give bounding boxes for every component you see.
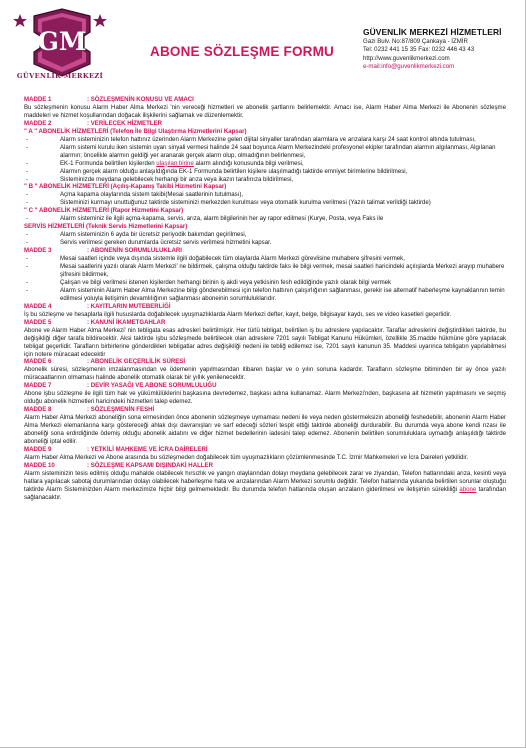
section-heading <box>24 120 506 128</box>
section-number: MADDE 1 <box>24 96 52 103</box>
section-text: Abone işbu sözleşme ile ilgili tüm hak ve yükümlülüklerini başkasına devredemez, başkası adına kullanamaz. Alarm Merkezi'nden, başkasına ait hizmetin yapılmasını ve seçmiş olduğu abonelik hizmetleri haricindeki hizmetleri talep edemez. <box>24 390 506 406</box>
section-heading <box>24 358 506 366</box>
section-heading <box>24 319 506 327</box>
list-item: - Açma kapama olaylarında sistem takibi(Mesai saatlerinin tutulması), <box>26 191 244 199</box>
section-text: Alarm Haber Alma Merkezi aboneliğin sona ermesinden önce abonenin sözleşmeye uymaması nedeni ile veya neden göstermeksizin aboneliği feshedebilir, abonenin Alarm Haber Alma Merkezi elemanlarına karşı göstereceği ahlak dışı davranışları ve sarf edeceği sözleri tespit ettiği taktirde aboneliği durdurabilir. Bu durumda veya abone kendi rızası ile aboneliği sona erdirdiğinde ödemiş olduğu abonelik aidatını ve diğer hizmet bedellerinin iadesini talep edemez. Abonenin belirtilen sorumluluklara uymadığı anlaşıldığı taktirde aboneliği iptal edilir. <box>24 414 506 445</box>
section-heading <box>24 96 506 104</box>
section-text: Alarm Haber Alma Merkezi ve Abone arasında bu sözleşmeden doğabilecek tüm uyuşmazlıkların çözümlenmesinde T.C. İzmir Mahkemeleri ve İcra Daireleri yetkilidir. <box>24 453 469 461</box>
section-title: : SÖZLEŞMENİN FESHİ <box>87 406 155 414</box>
section-title: : ABONENİN SORUMLULUKLARI <box>87 247 182 255</box>
section-number: MADDE 5 <box>24 318 52 326</box>
company-email: e-mail:info@guvenlikmerkezi.com <box>363 63 455 71</box>
company-address: Gazi Bulv. No:87/809 Çankaya - İZMİR <box>363 38 468 45</box>
section-heading <box>24 303 506 311</box>
section-text: Alarm sisteminizin tesis edilmiş olduğu mahalde olabilecek hırsızlık ve yangın olaylarından dolayı meydana gelebilecek zarar ve ziyandan, Telefon hatlarındaki arıza, kesinti veya hatlara yapılacak sabotaj durumlarından dolayı olabilecek haberleşme hata ve arızalarından Alarm Merkezi sorumlu değildir. Telefon hatlarında yukarıda belirtilen sorunlar oluştuğu taktirde Alarm Sisteminizden Alarm merkezimize hiçbir bilgi gelmemektedir. Bu durumda telefon hatlarında oluşan arızaların giderilmesi ve iletişimin sürekliliği abone tarafından sağlanacaktır. <box>24 469 506 501</box>
list-item: - Mesai saatlerini yazılı olarak Alarm Merkezi' ne bildirmek, çalışma olduğu taktirde faks ile bilgi vermek, mesai saatleri haricindeki açılışlarda Merkezi arayıp muhabere şifresini bildirmek, <box>26 263 505 278</box>
section-text: Abone ve Alarm Haber Alma Merkezi' nin tebligata esas adresleri belirtilmiştir. Her türlü tebligat, belirtilen iş bu adreslere yapılacaktır. Taraflar adreslerini değiştirdikleri taktirde, bu değişikliği diğer tarafa bildirecektir. Aksi taktirde işbu sözleşmede belirtilecek olan adreslere 7201 sayılı Tebligat Kanunu Hükümleri, özellikle 35.madde hükmüne göre yapılacak tebligat geçerlidir. Tarafların birbirlerine gönderdikleri tebligatlar adres değişikliği nedeni ile tebliğ edilemez ise, 7201 sayılı kanunun 35. Maddesi uyarınca tebligatın yapılabilmesi için notere müracaat edecektir <box>24 326 506 358</box>
list-item: - EK-1 Formunda belirtilen kişilerden ulaşılan birine alarm alındığı konusunda bilgi verilmesi, <box>26 159 304 167</box>
list-item: - Sisteminizde meydana gelebilecek herhangi bir arıza veya ikazın tarafınıza bildirilmesi, <box>26 175 294 183</box>
section-text: İş bu sözleşme ve hesaplarla ilgili hususlarda doğabilecek uyuşmazlıklarda Alarm Merkezi defter, kayıt, belge, bilgisayar kaydı, ses ve video kasetleri geçerlidir. <box>24 310 452 318</box>
section-heading <box>24 446 506 454</box>
contract-sections <box>24 96 506 502</box>
gm-shield-logo <box>12 6 108 82</box>
section-title: : SÖZLEŞME KAPSAMI DIŞINDAKİ HALLER <box>87 461 213 469</box>
section-number: MADDE 10 <box>24 461 55 469</box>
list-item: - Alarm sisteminizin 6 ayda bir ücretsiz periyodik bakımdan geçirilmesi, <box>26 231 247 239</box>
list-item: - Çalışan ve bilgi verilmesi istenen kişilerden herhangi birinin iş akdi veya yetkisinin fesh edildiğinde yazılı olarak bilgi vermek <box>26 278 392 286</box>
section-title: : SÖZLEŞMENİN KONUSU VE AMACI <box>87 96 194 103</box>
section-heading <box>24 247 506 255</box>
section-title: : KANUNİ İKAMETGAHLAR <box>87 318 166 326</box>
subsection-title: " B " ABONELİK HİZMETLERİ (Açılış-Kapanış Takibi Hizmetini Kapsar) <box>24 183 227 191</box>
section-number: MADDE 6 <box>24 358 52 366</box>
section-number: MADDE 4 <box>24 302 52 310</box>
list-item: - Alarm sisteminizin telefon hattınız üzerinden Alarm Merkezine gelen dijital sinyaller tarafından alarmlara ve arızalara karşı 24 saat kontrol altında tutulması, <box>26 135 476 143</box>
section-title: : DEVİR YASAĞI VE ABONE SORUMLULUĞU <box>87 382 217 390</box>
list-item: - Sisteminizi kurmayı unuttuğunuz taktirde sisteminizi merkezden kurulması veya otomatik kurulma verilmesi (Yazılı talimat verildiği taktirde) <box>26 199 431 207</box>
document-title: ABONE SÖZLEŞME FORMU <box>150 44 335 59</box>
section-title: : VERİLECEK HİZMETLER <box>87 119 162 127</box>
section-title: : YETKİLİ MAHKEME VE İCRA DAİRELERİ <box>87 445 208 453</box>
section-number: MADDE 8 <box>24 406 52 414</box>
list-item: - Alarmın gerçek alarm olduğu anlaşıldığında EK-1 Formunda belirtilen kişilere ulaşılmadığı taktirde emniyet birimlerine bildirilmesi, <box>26 167 408 175</box>
section-heading <box>24 462 506 470</box>
underlined-phrase: ulaşılan birine <box>156 159 194 167</box>
section-number: MADDE 2 <box>24 119 52 127</box>
section-number: MADDE 3 <box>24 247 52 255</box>
section-number: MADDE 7 <box>24 382 52 390</box>
logo-caption: GÜVENLİK MERKEZİ <box>16 72 104 80</box>
list-item: - Alarm sisteminin Alarm Haber Alma Merkezine bilgi gönderebilmesi için telefon hattının çalışırlığının sağlanması, gerekir ise alternatif haberleşme kaynaklarının temin edilmesi yoluyla iletişimin devamlılığının sağlanması aboneinin sorumluluklarıdır. <box>26 286 505 302</box>
subsection-title: SERVİS HİZMETLERİ (Teknik Servis Hizmetlerini Kapsar) <box>24 223 188 231</box>
section-text: Abonelik süresi, sözleşmenin imzalanmasından ve ödemenin yapılmasından itibaren başlar ve o yılın sonuna kadardır. Tarafların sözleşme bitiminden bir ay önce yazılı müracaatlarının olmaması halinde abonelik otomatik olarak bir yıllık yenilenecektir. <box>24 366 506 382</box>
section-title: : KAYITLARIN MUTEBERLİĞİ <box>87 302 171 310</box>
section-heading <box>24 382 506 390</box>
company-website: http://www.guvenlikmerkezi.com <box>363 54 450 62</box>
company-name: GÜVENLİK MERKEZİ HİZMETLERİ <box>363 27 502 37</box>
list-item: - Mesai saatleri içinde veya dışında sistemle ilgili doğabilecek tüm olaylarda Alarm Merkezi görevlisine muhabere şifresini vermek, <box>26 255 405 263</box>
subsection-title: " A " ABONELİK HİZMETLERİ (Telefon İle Bilgi Ulaştırma Hizmetlerini Kapsar) <box>24 127 247 135</box>
section-heading <box>24 406 506 414</box>
list-item: - Alarm sisteminiz ile ilgili açma-kapama, servis, arıza, alarm bilgilerinin her ay rapor edilmesi (Kurye, Posta, veya Faks ile <box>26 215 384 223</box>
list-item: - Alarm sistemi kurulu iken sistemin uyarı sinyali vermesi halinde 24 saat boyunca Alarm Merkezindeki profesyonel ekipler tarafından alarmın algılanması, Algılanan alarmın; öncelikle alarmın geldiği yer aranarak gerçek alarm olup, olmadığının belirlenmesi, <box>26 143 496 159</box>
section-title: : ABONELİK GEÇERLİLİK SÜRESİ <box>87 358 186 366</box>
list-item: - Servis verilmesi gereken durumlarda ücretsiz servis verilmesi hizmetini kapsar. <box>26 239 272 247</box>
subsection-title: " C " ABONELİK HİZMETLERİ (Rapor Hizmetini Kapsar) <box>24 207 184 215</box>
section-number: MADDE 9 <box>24 445 52 453</box>
section-text: Bu sözleşmenin konusu Alarm Haber Alma Merkezi 'nin vereceği hizmetleri ve abonelik şartlarını belirlemektir. Amacı ise, Alarm Haber Alma Merkezi ile Abonenin sözleşme maddeleri ve hizmet koşullarından doğacak ilişkilerini sağlamak ve düzenlemektir. <box>24 103 506 119</box>
logo-letters: GM <box>37 27 87 56</box>
abone-link[interactable]: abone <box>459 485 477 493</box>
company-info <box>363 27 521 72</box>
company-phone: Tel: 0232 441 15 35 Fax: 0232 446 43 43 <box>363 46 475 54</box>
